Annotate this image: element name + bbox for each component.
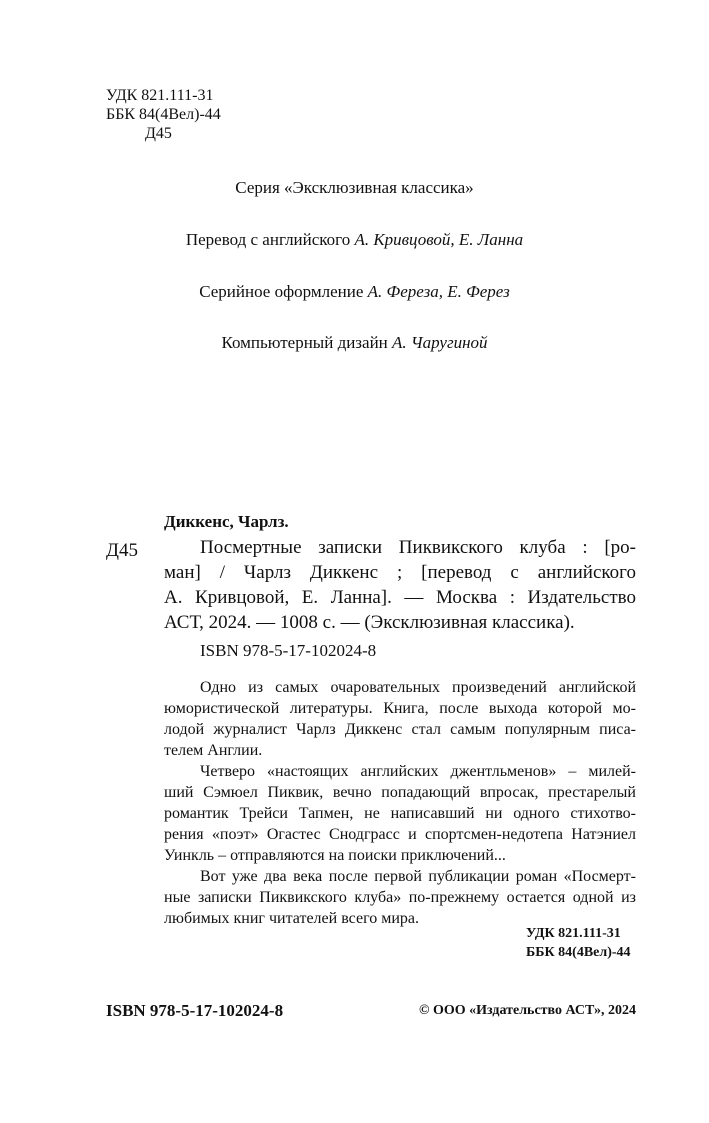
- annotation-line: лодой журналист Чарлз Диккенс стал самым популярным писа-: [164, 721, 636, 738]
- annotation-paragraph-3: [164, 866, 636, 929]
- bibliographic-line: Посмертные записки Пиквикского клуба : [ро-: [200, 537, 636, 558]
- annotation-line: Четверо «настоящих английских джентльменов» – милей-: [200, 763, 636, 780]
- bibliographic-line: ман] / Чарлз Диккенс ; [перевод с английского: [164, 562, 636, 583]
- translation-label: Перевод с английского: [185, 230, 351, 249]
- annotation-line: Одно из самых очаровательных произведений английской: [200, 679, 636, 696]
- translation-names: А. Кривцовой, Е. Ланна: [354, 230, 524, 249]
- udk-code: УДК 821.111-31: [106, 87, 214, 104]
- footer-copyright: © ООО «Издательство АСТ», 2024: [419, 1003, 637, 1018]
- series-line: [0, 177, 709, 199]
- bibliographic-sign: Д45: [106, 540, 138, 561]
- footer-isbn: ISBN 978-5-17-102024-8: [106, 1001, 284, 1020]
- author-sign-code: Д45: [145, 125, 172, 142]
- design-names: А. Фереза, Е. Ферез: [367, 282, 510, 301]
- translation-credit: [0, 229, 709, 251]
- annotation-line: телем Англии.: [164, 742, 263, 759]
- annotation-paragraph-1: [164, 677, 636, 761]
- design-credit: [0, 281, 709, 303]
- design-label: Серийное оформление: [199, 282, 364, 301]
- annotation-line: рения «поэт» Огастес Снодграсс и спортсмен-недотепа Натэниел: [164, 826, 636, 843]
- bibliographic-description: [164, 535, 636, 635]
- computer-design-credit: [0, 332, 709, 354]
- annotation-line: Вот уже два века после первой публикации роман «Посмерт-: [200, 868, 636, 885]
- computer-design-names: А. Чаругиной: [392, 333, 488, 352]
- annotation-line: ные записки Пиквикского клуба» по-прежнему остается одной из: [164, 889, 636, 906]
- annotation-udk: УДК 821.111-31: [526, 926, 621, 941]
- annotation-line: Уинкль – отправляются на поиски приключений...: [164, 847, 506, 864]
- bibliographic-isbn: ISBN 978-5-17-102024-8: [200, 641, 377, 660]
- annotation-line: юмористической литературы. Книга, после выхода которой мо-: [164, 700, 636, 717]
- series-text: Серия «Эксклюзивная классика»: [235, 178, 474, 197]
- bbk-code: ББК 84(4Вел)-44: [106, 106, 221, 123]
- bibliographic-line: А. Кривцовой, Е. Ланна]. — Москва : Издательство: [164, 587, 636, 608]
- annotation-bbk: ББК 84(4Вел)-44: [526, 945, 631, 960]
- annotation-line: любимых книг читателей всего мира.: [164, 910, 420, 927]
- bibliographic-line: АСТ, 2024. — 1008 с. — (Эксклюзивная классика).: [164, 612, 575, 633]
- author-heading: Диккенс, Чарлз.: [164, 512, 289, 531]
- annotation-line: романтик Трейси Тапмен, не написавший ни одного стихотво-: [164, 805, 636, 822]
- computer-design-label: Компьютерный дизайн: [221, 333, 388, 352]
- annotation-line: ший Сэмюел Пиквик, вечно попадающий впросак, престарелый: [164, 784, 636, 801]
- annotation-paragraph-2: [164, 761, 636, 866]
